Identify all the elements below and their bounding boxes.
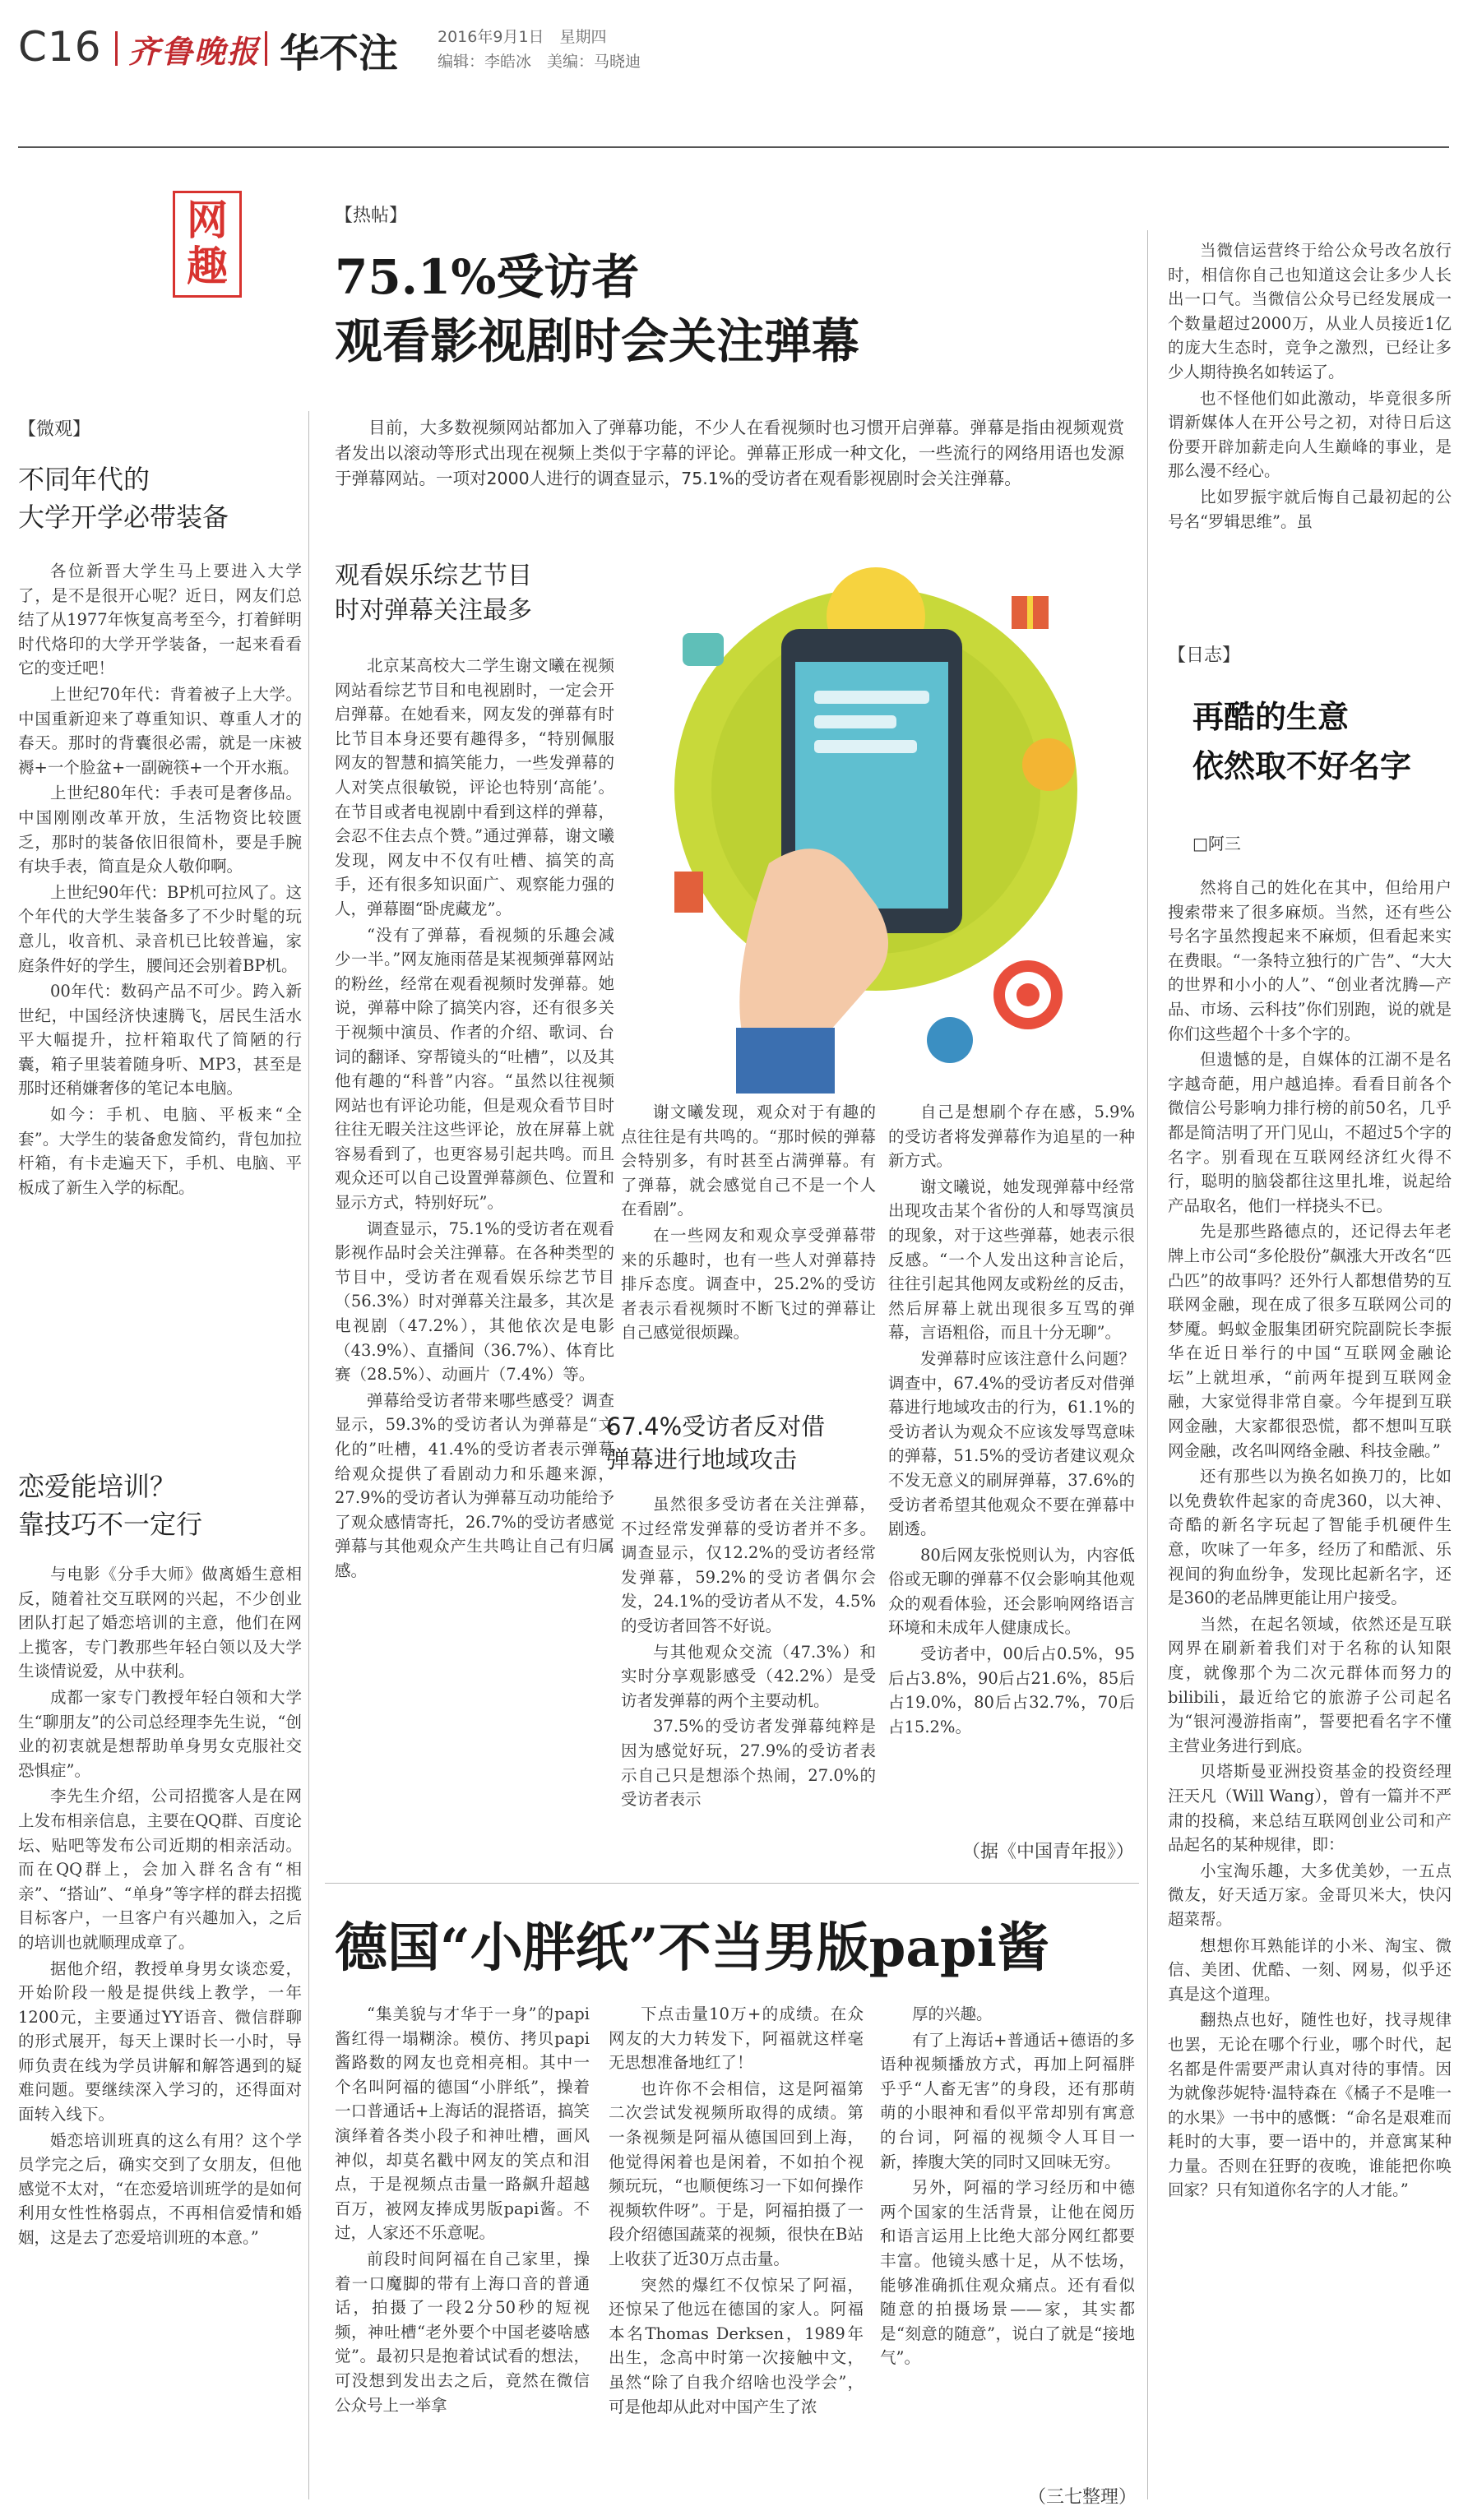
column-divider <box>308 411 309 2499</box>
section-rule <box>325 1883 1139 1884</box>
paragraph: 还有那些以为换名如换刀的，比如以免费软件起家的奇虎360，以大神、奇酷的新名字玩起了智能手机硬件生意，吹味了一年多，经历了和酷派、乐视间的狗血纷争，发现比起新名字，还是360的老品牌更能让用户接受。 <box>1168 1467 1452 1608</box>
title-line: 恋爱能培训？ <box>18 1471 177 1502</box>
paragraph: 如今：手机、电脑、平板来“全套”。大学生的装备愈发简约，背包加拉杆箱，有卡走遍天下，手机、电脑、平板成了新生入学的标配。 <box>18 1105 302 1197</box>
paragraph: 虽然很多受访者在关注弹幕，不过经常发弹幕的受访者并不多。调查显示，仅12.2%的受访者经常发弹幕，59.2%的受访者偶尔会发，24.1%的受访者从不发，4.5%的受访者回答不好说。 <box>621 1495 876 1635</box>
paragraph: 贝塔斯曼亚洲投资基金的投资经理汪天凡（Will Wang），曾有一篇并不严肃的投稿，来总结互联网创业公司和产品起名的某种规律，即： <box>1168 1762 1452 1855</box>
paragraph: 厚的兴趣。 <box>912 2004 993 2023</box>
masthead-logo: 齐鲁晚报 <box>128 33 261 70</box>
paragraph: 成都一家专门教授年轻白领和大学生“聊朋友”的公司总经理李先生说，“创业的初衷就是想帮助单身男女克服社交恐惧症”。 <box>18 1687 302 1780</box>
title-line: 不同年代的 <box>18 464 151 495</box>
paragraph: 北京某高校大二学生谢文曦在视频网站看综艺节目和电视剧时，一定会开启弹幕。在她看来，网友发的弹幕有时比节目本身还要有趣得多，“特别佩服网友的智慧和搞笑能力，一些发弹幕的人对笑点很敏锐，评论也特别‘高能’。在节目或者电视剧中看到这样的弹幕，会忍不住去点个赞。”通过弹幕，谢文曦发现，网友中不仅有吐槽、搞笑的高手，还有很多知识面广、观察能力强的人，弹幕圈“卧虎藏龙”。 <box>335 656 614 918</box>
paragraph: 上世纪80年代：手表可是奢侈品。中国刚刚改革开放，生活物资比较匮乏，那时的装备依旧很简朴，要是手腕有块手表，简直是众人敬仰啊。 <box>18 784 302 876</box>
lead-paragraph: 目前，大多数视频网站都加入了弹幕功能，不少人在看视频时也习惯开启弹幕。弹幕是指由视频观赏者发出以滚动等形式出现在视频上类似于字幕的评论。弹幕正形成一种文化，一些流行的网络用语也发源于弹幕网站。一项对2000人进行的调查显示，75.1%的受访者在观看影视剧时会关注弹幕。 <box>335 418 1124 488</box>
paragraph: 小宝淘乐趣，大多优美妙，一五点微友，好天适万家。金哥贝米大，快闪超菜帮。 <box>1168 1861 1452 1929</box>
paragraph: 弹幕给受访者带来哪些感受？调查显示，59.3%的受访者认为弹幕是“文化的”吐槽，41.4%的受访者表示弹幕给观众提供了看剧动力和乐趣来源，27.9%的受访者认为弹幕互动功能给予了观众感情寄托，26.7%的受访者感觉弹幕与其他观众产生共鸣让自己有归属感。 <box>335 1390 614 1580</box>
gift-icon <box>1012 596 1049 629</box>
page-number: C16 <box>18 23 102 71</box>
article-title <box>1192 692 1411 791</box>
article-body <box>621 1492 876 1814</box>
paragraph: 前段时间阿福在自己家里，操着一口魔脚的带有上海口音的普通话，拍摄了一段2分50秒的短视频，神吐槽“老外要个中国老婆啥感觉”。最初只是抱着试试看的想法，可没想到发出去之后，竟然在微信公众号上一举拿 <box>335 2249 590 2415</box>
subheading-line: 时对弹幕关注最多 <box>335 596 532 625</box>
paragraph: 下点击量10万+的成绩。在众网友的大力转发下，阿福就这样毫无思想准备地红了！ <box>609 2004 864 2073</box>
paragraph: 当微信运营终于给公众号改名放行时，相信你自己也知道这会让多少人长出一口气。当微信公众号已经发展成一个数量超过2000万，从业人员接近1亿的庞大生态时，竞争之激烈，已经让多少人期待换名如转运了。 <box>1168 241 1452 381</box>
paragraph: 上世纪90年代：BP机可拉风了。这个年代的大学生装备多了不少时髦的玩意儿，收音机、录音机已比较普遍，家庭条件好的学生，腰间还会别着BP机。 <box>18 882 302 975</box>
paragraph: 有了上海话+普通话+德语的多语种视频播放方式，再加上阿福胖乎乎“人畜无害”的身段，还有那萌萌的小眼神和看似平常却别有寓意的台词，阿福的视频令人耳目一新，捧腹大笑的同时又回味无穷。 <box>880 2030 1135 2171</box>
paragraph: “集美貌与才华于一身”的papi酱红得一塌糊涂。模仿、拷贝papi酱路数的网友也竞相亮相。其中一个名叫阿福的德国“小胖纸”，操着一口普通话+上海话的混搭语，搞笑演绎着各类小段子和神吐槽，画风神似，却莫名戳中网友的笑点和泪点，于是视频点击量一路飙升超越百万，被网友捧成男版papi酱。不过，人家还不乐意呢。 <box>335 2004 590 2243</box>
editors-credit: 编辑：李皓冰 美编：马晓迪 <box>438 53 641 71</box>
author-byline: □阿三 <box>1192 834 1241 853</box>
headline <box>335 245 859 373</box>
section-tag: 【热帖】 <box>335 206 408 226</box>
article-title <box>18 460 302 536</box>
paragraph: 婚恋培训班真的这么有用？这个学员学完之后，确实交到了女朋友，但他感觉不太对，“在恋爱培训班学的是如何利用女性性格弱点，不再相信爱情和婚姻，这是去了恋爱培训班的本意。” <box>18 2130 302 2248</box>
subheading <box>335 559 614 628</box>
paragraph: 与电影《分手大师》做离婚生意相反，随着社交互联网的兴起，不少创业团队打起了婚恋培训的主意，他们在网上揽客，专门教那些年轻白领以及大学生谈情说爱，从中获利。 <box>18 1565 302 1681</box>
source-credit: （据《中国青年报》） <box>962 1842 1135 1862</box>
paragraph: 各位新晋大学生马上要进入大学了，是不是很开心呢？近日，网友们总结了从1977年恢复高考至今，打着鲜明时代烙印的大学开学装备，一起来看看它的变迁吧！ <box>18 562 302 678</box>
gear-icon <box>927 1017 973 1063</box>
section-title: 华不注 <box>280 30 399 76</box>
article-body <box>335 2002 590 2419</box>
hourglass-icon <box>674 872 703 913</box>
article-body <box>335 654 614 1585</box>
title-line: 依然取不好名字 <box>1192 748 1412 784</box>
subheading-line: 弹幕进行地域攻击 <box>606 1445 798 1473</box>
target-icon <box>993 960 1063 1029</box>
headline: 德国“小胖纸”不当男版papi酱 <box>335 1917 1049 1979</box>
article-body <box>1168 238 1452 535</box>
issue-date: 2016年9月1日 星期四 <box>438 28 607 46</box>
paragraph: 调查显示，75.1%的受访者在观看影视作品时会关注弹幕。在各种类型的节目中，受访者在观看娱乐综艺节目（56.3%）时对弹幕关注最多，其次是电视剧（47.2%），其他依次是电影（43.9%）、直播间（36.7%）、体育比赛（28.5%）、动画片（7.4%）等。 <box>335 1218 614 1385</box>
article-body <box>1168 876 1452 2204</box>
title-line: 大学开学必带装备 <box>18 502 229 533</box>
column-divider <box>1147 230 1148 2499</box>
article-body <box>18 1562 302 2252</box>
headline-line: 75.1%受访者 <box>335 249 640 305</box>
headline-line: 观看影视剧时会关注弹幕 <box>335 313 860 369</box>
article-body <box>621 1100 876 1347</box>
paragraph: 李先生介绍，公司招揽客人是在网上发布相亲信息，主要在QQ群、百度论坛、贴吧等发布公司近期的相亲活动。而在QQ群上，会加入群名含有“相亲”、“搭讪”、“单身”等字样的群去招揽目标客户，一旦客户有兴趣加入，之后的培训也就顺理成章了。 <box>18 1787 302 1952</box>
paragraph: 37.5%的受访者发弹幕纯粹是因为感觉好玩，27.9%的受访者表示自己只是想添个热闹，27.0%的受访者表示 <box>621 1717 876 1810</box>
paragraph: 但遗憾的是，自媒体的江湖不是名字越奇葩，用户越追捧。看看目前各个微信公号影响力排行榜的前50名，几乎都是简洁明了开门见山，不超过5个字的名字。别看现在互联网经济红火得不行，聪明的脑袋都往这里扎堆，说起给产品取名，他们一样挠头不已。 <box>1168 1050 1452 1215</box>
title-line: 再酷的生意 <box>1192 699 1350 735</box>
article-body <box>888 1100 1135 1741</box>
article-title <box>18 1468 302 1543</box>
article-body <box>880 2002 1135 2372</box>
paragraph: 比如罗振宇就后悔自己最初起的公号名“罗辑思维”。虽 <box>1168 487 1452 531</box>
paragraph: 据他介绍，教授单身男女谈恋爱，开始阶段一般是提供线上教学，一年1200元，主要通过YY语音、微信群聊的形式展开，每天上课时长一小时，导师负责在线为学员讲解和解答遇到的疑难问题。要继续深入学习的，还得面对面转入线下。 <box>18 1958 302 2125</box>
sun-icon <box>1022 738 1075 791</box>
header-rule <box>18 146 1449 148</box>
subheading <box>606 1410 878 1476</box>
paragraph: 另外，阿福的学习经历和中德两个国家的生活背景，让他在阅历和语言运用上比绝大部分网红都要丰富。他镜头感十足，从不怯场，能够准确抓住观众痛点。还有看似随意的拍摄场景——家，其实都是“刻意的随意”，说白了就是“接地气”。 <box>880 2178 1135 2368</box>
paragraph: 想想你耳熟能详的小米、淘宝、微信、美团、优酷、一刻、网易，似乎还真是这个道理。 <box>1168 1935 1452 2004</box>
subheading-line: 观看娱乐综艺节目 <box>335 562 532 590</box>
phone-illustration <box>604 518 1147 1094</box>
paragraph: 翻热点也好，随性也好，找寻规律也罢，无论在哪个行业，哪个时代，起名都是件需要严肃认真对待的事情。因为就像莎妮特·温特森在《橘子不是唯一的水果》一书中的感慨：“命名是艰难而耗时的大事，要一语中的，并意寓某种力量。否则在狂野的夜晚，谁能把你唤回家？只有知道你名字的人才能。” <box>1168 2010 1452 2200</box>
subheading-line: 67.4%受访者反对借 <box>606 1413 826 1440</box>
article-body <box>18 559 302 1201</box>
section-tag: 【微观】 <box>18 419 91 440</box>
paragraph: 也不怪他们如此激动，毕竟很多所谓新媒体人在开公号之初，对待日后这份要开辟加薪走向人生巅峰的事业，是那么漫不经心。 <box>1168 388 1452 481</box>
paragraph: 然将自己的姓化在其中，但给用户搜索带来了很多麻烦。当然，还有些公号名字虽然搜起来不麻烦，但看起来实在费眼。“一条特立独行的广告”、“大大的世界和小小的人”、“创业者沈腾—产品、市场、云科技”你们别跑，说的就是你们这些超个十多个字的。 <box>1168 878 1452 1043</box>
header-divider <box>115 31 118 66</box>
title-line: 靠技巧不一定行 <box>18 1509 203 1540</box>
header-divider <box>265 31 267 66</box>
paragraph: 谢文曦说，她发现弹幕中经常出现攻击某个省份的人和辱骂演员的现象，对于这些弹幕，她表示很反感。“一个人发出这种言论后，往往引起其他网友或粉丝的反击，然后屏幕上就出现很多互骂的弹幕，言语粗俗，而且十分无聊”。 <box>888 1177 1135 1343</box>
paragraph: 上世纪70年代：背着被子上大学。中国重新迎来了尊重知识、尊重人才的春天。那时的背囊很必需，就是一床被褥+一个脸盆+一副碗筷+一个开水瓶。 <box>18 684 302 777</box>
column-stamp-text: 网趣 <box>187 196 228 290</box>
paragraph: 突然的爆红不仅惊呆了阿福，还惊呆了他远在德国的家人。阿福本名Thomas Derksen，1989年出生，念高中时第一次接触中文，虽然“除了自我介绍啥也没学会”，可是他却从此对中国产生了浓 <box>609 2275 864 2416</box>
paragraph: 先是那些路德点的，还记得去年老牌上市公司“多伦股份”飙涨大开改名“匹凸匹”的故事吗？还外行人都想借势的互联网金融，现在成了很多互联网公司的梦魇。蚂蚁金服集团研究院副院长李振华在近日举行的中国“互联网金融论坛”上就坦承，“前两年提到互联网金融，大家觉得非常自豪。今年提到互联网金融，大家都很恐慌，都不想叫互联网金融，改名叫网络金融、科技金融。” <box>1168 1222 1452 1460</box>
sleeve-icon <box>736 1028 835 1094</box>
paragraph: “没有了弹幕，看视频的乐趣会减少一半。”网友施雨蓓是某视频弹幕网站的粉丝，经常在观看视频时发弹幕。她说，弹幕中除了搞笑内容，还有很多关于视频中演员、作者的介绍、歌词、台词的翻译、穿帮镜头的“吐槽”，以及其他有趣的“科普”内容。“虽然以往视频网站也有评论功能，但是观众看节目时往往无暇关注这些评论，放在屏幕上就容易看到了，也更容易引起共鸣。而且观众还可以自己设置弹幕颜色、位置和显示方式，特别好玩”。 <box>335 925 614 1213</box>
paragraph: 发弹幕时应该注意什么问题？调查中，67.4%的受访者反对借弹幕进行地域攻击的行为，61.1%的受访者认为观众不应该发辱骂意味的弹幕，51.5%的受访者建议观众不发无意义的刷屏弹幕，37.6%的受访者希望其他观众不要在弹幕中剧透。 <box>888 1348 1135 1539</box>
paragraph: 受访者中，00后占0.5%，95后占3.8%，90后占21.6%，85后占19.0%，80后占32.7%，70后占15.2%。 <box>888 1644 1135 1736</box>
paragraph: 与其他观众交流（47.3%）和实时分享观影感受（42.2%）是受访者发弹幕的两个主要动机。 <box>621 1642 876 1710</box>
article-body <box>609 2002 864 2421</box>
section-tag: 【日志】 <box>1168 645 1241 666</box>
speech-bubble-icon <box>683 633 724 666</box>
paragraph: 在一些网友和观众享受弹幕带来的乐趣时，也有一些人对弹幕持排斥态度。调查中，25.2%的受访者表示看视频时不断飞过的弹幕让自己感觉很烦躁。 <box>621 1225 876 1343</box>
paragraph: 也许你不会相信，这是阿福第二次尝试发视频所取得的成绩。第一条视频是阿福从德国回到上海，他觉得闲着也是闲着，不如拍个视频玩玩，“也顺便练习一下如何操作视频软件呀”。于是，阿福拍摄了一段介绍德国蔬菜的视频，很快在B站上收获了近30万点击量。 <box>609 2078 864 2268</box>
source-credit: （三七整理） <box>1028 2487 1137 2508</box>
paragraph: 当然，在起名领域，依然还是互联网界在刷新着我们对于名称的认知限度，就像那个为二次元群体而努力的bilibili，最近给它的旅游子公司起名为“银河漫游指南”，誓要把看名字不懂主营业务进行到底。 <box>1168 1614 1452 1755</box>
paragraph: 谢文曦发现，观众对于有趣的点往往是有共鸣的。“那时候的弹幕会特别多，有时甚至占满弹幕。有了弹幕，就会感觉自己不是一个人在看剧”。 <box>621 1103 876 1219</box>
paragraph: 80后网友张悦则认为，内容低俗或无聊的弹幕不仅会影响其他观众的观看体验，还会影响网络语言环境和未成年人健康成长。 <box>888 1545 1135 1638</box>
paragraph: 自己是想刷个存在感，5.9%的受访者将发弹幕作为追星的一种新方式。 <box>888 1103 1135 1171</box>
paragraph: 00年代：数码产品不可少。跨入新世纪，中国经济快速腾飞，居民生活水平大幅提升，拉杆箱取代了简陋的行囊，箱子里装着随身听、MP3，甚至是那时还稍嫌奢侈的笔记本电脑。 <box>18 982 302 1098</box>
